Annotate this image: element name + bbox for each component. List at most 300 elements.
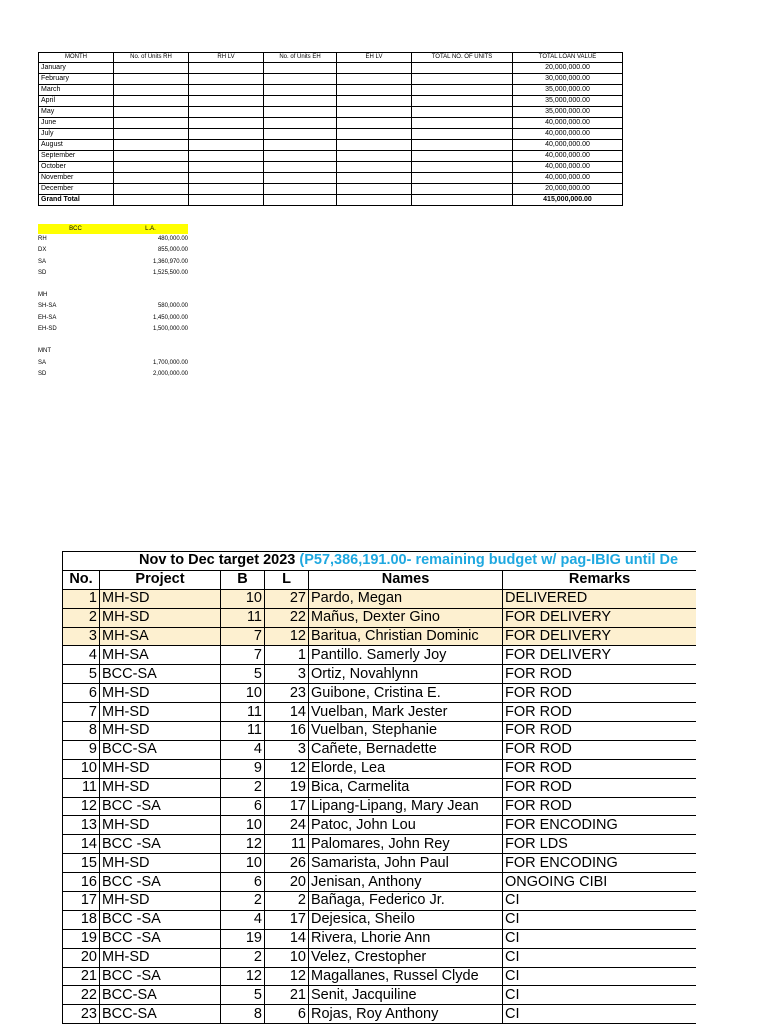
empty-cell [337,74,412,85]
target-row [63,722,697,741]
lot-cell: 20 [265,873,309,892]
total-loan-cell: 20,000,000.00 [513,184,623,195]
la-value: 855,000.00 [157,247,188,254]
row-number: 18 [63,910,100,929]
grand-total-label: Grand Total [39,195,114,206]
month-cell: March [39,85,114,96]
total-loan-cell: 35,000,000.00 [513,96,623,107]
name-cell: Magallanes, Russel Clyde [309,967,503,986]
target-row [63,797,697,816]
la-code: EH-SD [38,326,57,333]
name-cell: Lipang-Lipang, Mary Jean [309,797,503,816]
monthly-row [39,151,623,162]
target-title-cell [63,552,697,571]
empty-cell [337,184,412,195]
row-number: 8 [63,722,100,741]
empty-cell [337,107,412,118]
col-header-rh-lv: RH LV [189,53,264,63]
empty-cell [264,74,337,85]
monthly-row [39,140,623,151]
lot-cell: 27 [265,589,309,608]
empty-cell [412,118,513,129]
name-cell: Senit, Jacquiline [309,986,503,1005]
header-lot: L [265,570,309,589]
project-cell: MH-SA [100,627,221,646]
row-number: 7 [63,703,100,722]
la-value: 1,700,000.00 [152,359,188,366]
row-number: 21 [63,967,100,986]
empty-cell [189,173,264,184]
la-row [38,268,188,279]
empty-cell [412,63,513,74]
remark-cell: FOR DELIVERY [503,627,697,646]
block-cell: 2 [221,778,265,797]
remark-cell: CI [503,986,697,1005]
month-cell: December [39,184,114,195]
empty-cell [264,151,337,162]
target-row [63,873,697,892]
empty-cell [264,173,337,184]
empty-cell [412,140,513,151]
la-row [38,301,188,312]
project-cell: MH-SD [100,816,221,835]
la-row [38,234,188,245]
remark-cell: FOR ROD [503,665,697,684]
name-cell: Palomares, John Rey [309,835,503,854]
name-cell: Pantillo. Samerly Joy [309,646,503,665]
empty-cell [412,184,513,195]
la-code: SD [38,269,47,276]
remark-cell: CI [503,892,697,911]
month-cell: October [39,162,114,173]
row-number: 19 [63,929,100,948]
target-row [63,740,697,759]
la-value: 1,525,500.00 [152,269,188,276]
monthly-row [39,118,623,129]
la-header-bcc: BCC [69,226,82,232]
empty-cell [189,195,264,206]
target-row [63,589,697,608]
block-cell: 11 [221,608,265,627]
name-cell: Vuelban, Mark Jester [309,703,503,722]
project-cell: MH-SD [100,854,221,873]
empty-cell [337,151,412,162]
remark-cell: CI [503,910,697,929]
row-number: 10 [63,759,100,778]
la-value: 580,000.00 [157,303,188,310]
total-loan-cell: 35,000,000.00 [513,107,623,118]
lot-cell: 3 [265,665,309,684]
row-number: 14 [63,835,100,854]
empty-cell [264,195,337,206]
empty-cell [264,184,337,195]
block-cell: 5 [221,665,265,684]
empty-cell [114,162,189,173]
month-cell: January [39,63,114,74]
project-cell: MH-SD [100,722,221,741]
lot-cell: 26 [265,854,309,873]
empty-cell [114,129,189,140]
empty-cell [114,63,189,74]
target-title-row [63,552,697,571]
project-cell: BCC -SA [100,873,221,892]
remark-cell: FOR ROD [503,797,697,816]
row-number: 3 [63,627,100,646]
target-row [63,929,697,948]
target-header-row [63,570,697,589]
lot-cell: 24 [265,816,309,835]
remark-cell: FOR ROD [503,722,697,741]
name-cell: Vuelban, Stephanie [309,722,503,741]
remark-cell: FOR DELIVERY [503,608,697,627]
block-cell: 11 [221,703,265,722]
row-number: 20 [63,948,100,967]
lot-cell: 22 [265,608,309,627]
la-value: 480,000.00 [157,236,188,242]
project-cell: MH-SD [100,608,221,627]
empty-cell [114,96,189,107]
header-block: B [221,570,265,589]
loan-amount-reference [38,224,188,380]
lot-cell: 19 [265,778,309,797]
lot-cell: 14 [265,929,309,948]
block-cell: 7 [221,646,265,665]
project-cell: BCC -SA [100,929,221,948]
name-cell: Ortiz, Novahlynn [309,665,503,684]
row-number: 15 [63,854,100,873]
empty-cell [412,129,513,140]
target-sheet [62,551,696,1024]
empty-cell [337,173,412,184]
lot-cell: 16 [265,722,309,741]
month-cell: June [39,118,114,129]
row-number: 23 [63,1005,100,1024]
target-row [63,665,697,684]
project-cell: BCC-SA [100,1005,221,1024]
block-cell: 4 [221,910,265,929]
monthly-row [39,74,623,85]
project-cell: MH-SD [100,703,221,722]
empty-cell [337,195,412,206]
empty-cell [114,184,189,195]
empty-cell [412,195,513,206]
empty-cell [264,96,337,107]
project-cell: MH-SD [100,684,221,703]
project-cell: BCC-SA [100,665,221,684]
row-number: 12 [63,797,100,816]
la-group [38,290,188,335]
total-loan-cell: 40,000,000.00 [513,151,623,162]
empty-cell [337,96,412,107]
empty-cell [412,96,513,107]
row-number: 11 [63,778,100,797]
lot-cell: 11 [265,835,309,854]
remark-cell: FOR ENCODING [503,816,697,835]
empty-cell [337,63,412,74]
empty-cell [114,74,189,85]
remark-cell: ONGOING CIBI [503,873,697,892]
remark-cell: FOR ENCODING [503,854,697,873]
name-cell: Patoc, John Lou [309,816,503,835]
total-loan-cell: 40,000,000.00 [513,173,623,184]
la-header [38,224,188,234]
name-cell: Bica, Carmelita [309,778,503,797]
project-cell: BCC -SA [100,967,221,986]
empty-cell [114,85,189,96]
target-row [63,948,697,967]
block-cell: 10 [221,589,265,608]
empty-cell [337,85,412,96]
grand-total-value: 415,000,000.00 [513,195,623,206]
project-cell: MH-SD [100,892,221,911]
monthly-row [39,162,623,173]
total-loan-cell: 40,000,000.00 [513,118,623,129]
la-value: 1,500,000.00 [152,326,188,333]
block-cell: 6 [221,873,265,892]
empty-cell [264,140,337,151]
lot-cell: 6 [265,1005,309,1024]
lot-cell: 3 [265,740,309,759]
lot-cell: 2 [265,892,309,911]
la-row [38,313,188,324]
name-cell: Guibone, Cristina E. [309,684,503,703]
la-group-title: MNT [38,348,51,355]
name-cell: Pardo, Megan [309,589,503,608]
la-code: EH-SA [38,314,57,321]
empty-cell [412,162,513,173]
target-row [63,778,697,797]
name-cell: Baritua, Christian Dominic [309,627,503,646]
row-number: 9 [63,740,100,759]
month-cell: February [39,74,114,85]
block-cell: 4 [221,740,265,759]
project-cell: BCC-SA [100,740,221,759]
empty-cell [114,140,189,151]
empty-cell [337,129,412,140]
col-header-eh-lv: EH LV [337,53,412,63]
monthly-row [39,184,623,195]
la-value: 2,000,000.00 [152,370,188,377]
header-no: No. [63,570,100,589]
empty-cell [189,107,264,118]
monthly-loan-table [38,52,623,206]
remark-cell: FOR ROD [503,740,697,759]
lot-cell: 17 [265,910,309,929]
empty-cell [189,162,264,173]
monthly-row [39,107,623,118]
lot-cell: 12 [265,759,309,778]
la-group-title: MH [38,292,48,299]
block-cell: 12 [221,835,265,854]
empty-cell [264,129,337,140]
project-cell: MH-SD [100,759,221,778]
target-row [63,627,697,646]
la-row [38,257,188,268]
row-number: 17 [63,892,100,911]
la-code: DX [38,247,47,254]
empty-cell [114,195,189,206]
empty-cell [412,74,513,85]
block-cell: 2 [221,892,265,911]
empty-cell [264,118,337,129]
row-number: 2 [63,608,100,627]
empty-cell [114,118,189,129]
target-row [63,608,697,627]
target-row [63,816,697,835]
remark-cell: FOR ROD [503,703,697,722]
total-loan-cell: 40,000,000.00 [513,140,623,151]
remark-cell: CI [503,948,697,967]
target-row [63,1005,697,1024]
empty-cell [114,173,189,184]
empty-cell [337,140,412,151]
remark-cell: CI [503,1005,697,1024]
empty-cell [114,107,189,118]
block-cell: 7 [221,627,265,646]
target-row [63,684,697,703]
empty-cell [189,63,264,74]
month-cell: September [39,151,114,162]
la-code: SA [38,258,47,265]
empty-cell [412,173,513,184]
row-number: 16 [63,873,100,892]
block-cell: 8 [221,1005,265,1024]
target-row [63,835,697,854]
block-cell: 10 [221,854,265,873]
month-cell: April [39,96,114,107]
name-cell: Mañus, Dexter Gino [309,608,503,627]
project-cell: MH-SD [100,948,221,967]
block-cell: 5 [221,986,265,1005]
name-cell: Jenisan, Anthony [309,873,503,892]
la-row [38,369,188,380]
la-row [38,245,188,256]
lot-cell: 21 [265,986,309,1005]
col-header-units-eh: No. of Units EH [264,53,337,63]
name-cell: Rivera, Lhorie Ann [309,929,503,948]
col-header-total-units: TOTAL NO. OF UNITS [412,53,513,63]
remark-cell: FOR ROD [503,759,697,778]
remark-cell: FOR ROD [503,778,697,797]
monthly-row [39,129,623,140]
empty-cell [189,96,264,107]
name-cell: Dejesica, Sheilo [309,910,503,929]
empty-cell [189,129,264,140]
name-cell: Velez, Crestopher [309,948,503,967]
col-header-total-loan-value: TOTAL LOAN VALUE [513,53,623,63]
target-row [63,986,697,1005]
col-header-month: MONTH [39,53,114,63]
lot-cell: 10 [265,948,309,967]
name-cell: Rojas, Roy Anthony [309,1005,503,1024]
block-cell: 10 [221,684,265,703]
project-cell: MH-SD [100,778,221,797]
target-title: Nov to Dec target 2023 [139,552,296,569]
empty-cell [412,107,513,118]
block-cell: 10 [221,816,265,835]
total-loan-cell: 40,000,000.00 [513,162,623,173]
lot-cell: 14 [265,703,309,722]
empty-cell [189,140,264,151]
row-number: 13 [63,816,100,835]
empty-cell [189,74,264,85]
remark-cell: FOR LDS [503,835,697,854]
header-remarks: Remarks [503,570,697,589]
block-cell: 2 [221,948,265,967]
target-row [63,646,697,665]
monthly-row [39,173,623,184]
header-project: Project [100,570,221,589]
col-header-units-rh: No. of Units RH [114,53,189,63]
empty-cell [412,85,513,96]
name-cell: Samarista, John Paul [309,854,503,873]
block-cell: 12 [221,967,265,986]
project-cell: MH-SA [100,646,221,665]
la-row [38,358,188,369]
header-names: Names [309,570,503,589]
target-row [63,967,697,986]
project-cell: BCC -SA [100,835,221,854]
row-number: 22 [63,986,100,1005]
block-cell: 19 [221,929,265,948]
empty-cell [114,151,189,162]
empty-cell [264,63,337,74]
remark-cell: FOR DELIVERY [503,646,697,665]
la-row [38,324,188,335]
empty-cell [337,162,412,173]
target-row [63,854,697,873]
target-row [63,892,697,911]
empty-cell [264,162,337,173]
la-value: 1,450,000.00 [152,314,188,321]
name-cell: Elorde, Lea [309,759,503,778]
remark-cell: CI [503,929,697,948]
block-cell: 11 [221,722,265,741]
lot-cell: 12 [265,627,309,646]
la-header-la: L.A. [145,226,156,232]
monthly-header-row [39,53,623,63]
name-cell: Cañete, Bernadette [309,740,503,759]
target-table [62,551,696,1024]
row-number: 1 [63,589,100,608]
target-row [63,910,697,929]
row-number: 5 [63,665,100,684]
block-cell: 6 [221,797,265,816]
month-cell: November [39,173,114,184]
row-number: 6 [63,684,100,703]
la-group [38,346,188,380]
empty-cell [412,151,513,162]
lot-cell: 12 [265,967,309,986]
project-cell: BCC -SA [100,910,221,929]
project-cell: BCC -SA [100,797,221,816]
la-code: RH [38,236,47,242]
total-loan-cell: 35,000,000.00 [513,85,623,96]
empty-cell [189,151,264,162]
la-value: 1,360,970.00 [152,258,188,265]
target-row [63,759,697,778]
empty-cell [189,184,264,195]
month-cell: July [39,129,114,140]
remark-cell: FOR ROD [503,684,697,703]
remark-cell: DELIVERED [503,589,697,608]
la-code: SD [38,370,47,377]
name-cell: Bañaga, Federico Jr. [309,892,503,911]
la-code: SA [38,359,47,366]
total-loan-cell: 40,000,000.00 [513,129,623,140]
project-cell: MH-SD [100,589,221,608]
target-row [63,703,697,722]
